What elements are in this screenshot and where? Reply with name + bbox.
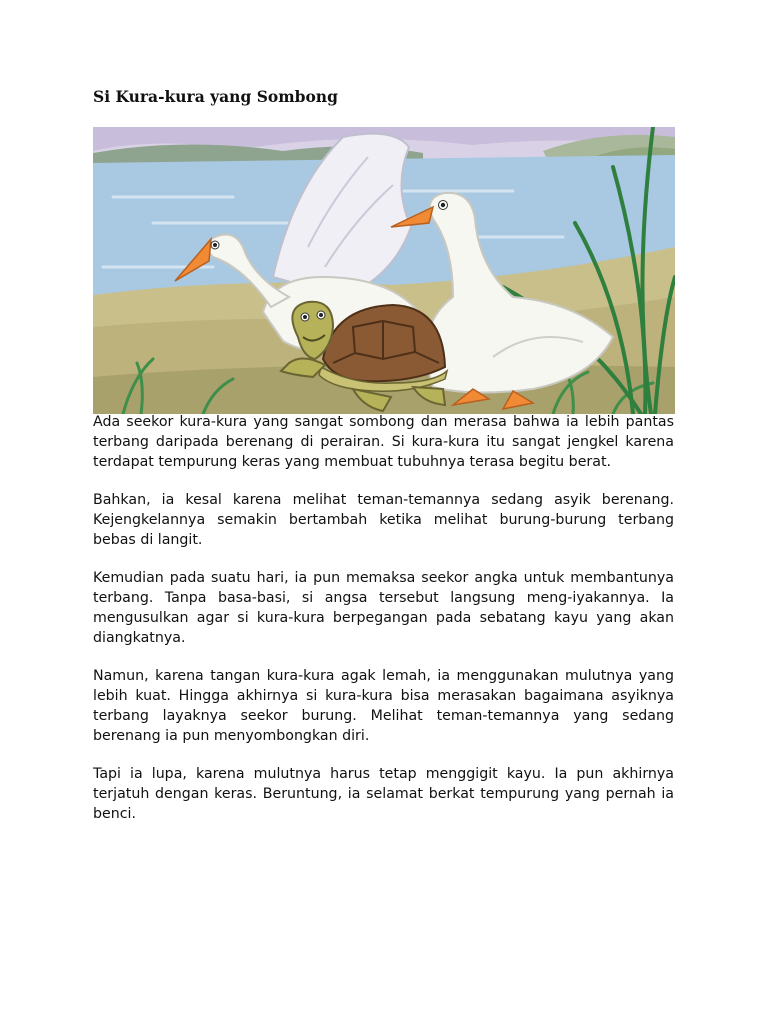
paragraph: Namun, karena tangan kura-kura agak lemah, ia menggunakan mulutnya yang lebih kuat. Hingga akhirnya si kura-kura bisa merasakan bagaimana asyiknya terbang layaknya seekor burung. Melihat teman-temannya yang sedang berenang ia pun menyombongkan diri. [93, 668, 674, 744]
paragraph: Tapi ia lupa, karena mulutnya harus tetap menggigit kayu. Ia pun akhirnya terjatuh dengan keras. Beruntung, ia selamat berkat tempurung yang pernah ia benci. [93, 766, 674, 822]
paragraph: Kemudian pada suatu hari, ia pun memaksa seekor angka untuk membantunya terbang. Tanpa basa-basi, si angsa tersebut langsung meng-iyakannya. Ia mengusulkan agar si kura-kura berpegangan pada sebatang kayu yang akan diangkatnya. [93, 570, 674, 646]
story-illustration [93, 127, 675, 414]
paragraph: Bahkan, ia kesal karena melihat teman-temannya sedang asyik berenang. Kejengkelannya semakin bertambah ketika melihat burung-burung terbang bebas di langit. [93, 492, 674, 548]
story-body [93, 412, 674, 842]
paragraph: Ada seekor kura-kura yang sangat sombong dan merasa bahwa ia lebih pantas terbang daripada berenang di perairan. Si kura-kura itu sangat jengkel karena terdapat tempurung keras yang membuat tubuhnya terasa begitu berat. [93, 414, 674, 470]
story-title: Si Kura-kura yang Sombong [93, 87, 338, 106]
